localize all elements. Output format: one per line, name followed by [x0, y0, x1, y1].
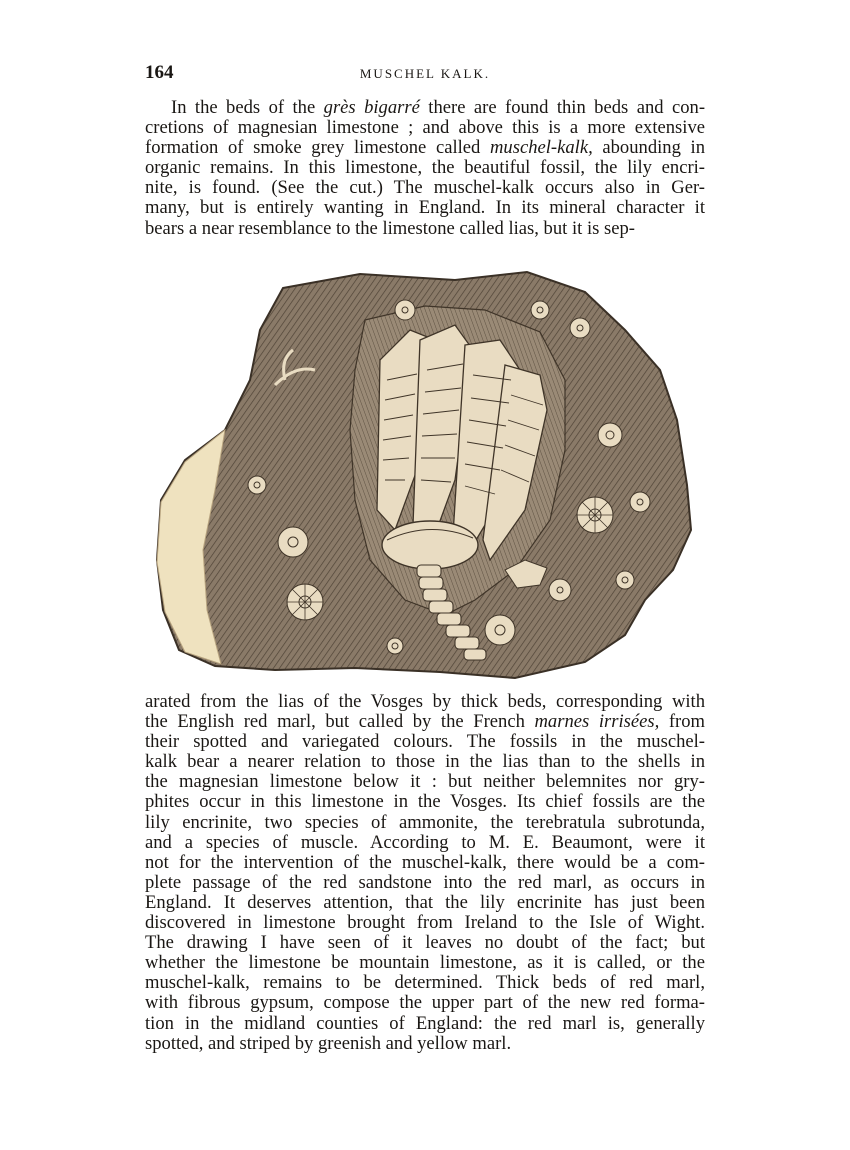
text-segment: discovered in limestone brought from Ireland to the Isle of Wight.	[145, 912, 705, 934]
text-segment: the English red marl, but called by the French	[145, 711, 535, 733]
italic-term: grès bigarré	[323, 97, 420, 118]
text-line	[145, 198, 705, 218]
text-line	[145, 772, 705, 792]
text-line	[145, 913, 705, 933]
text-segment: their spotted and variegated colours. The fossils in the muschel-	[145, 731, 705, 753]
text-line	[145, 953, 705, 973]
text-line	[145, 933, 705, 953]
text-line	[145, 873, 705, 893]
fossil-illustration	[155, 270, 695, 682]
text-line	[145, 732, 705, 752]
text-segment: the magnesian limestone below it : but neither belemnites nor gry-	[145, 771, 705, 793]
text-line	[145, 893, 705, 913]
text-segment: with fibrous gypsum, compose the upper part of the new red forma-	[145, 992, 705, 1014]
text-line	[145, 98, 705, 118]
text-segment: spotted, and striped by greenish and yellow marl.	[145, 1032, 512, 1054]
text-line	[145, 752, 705, 772]
text-segment: plete passage of the red sandstone into the red marl, as occurs in	[145, 871, 705, 893]
text-segment: whether the limestone be mountain limestone, as it is called, or the	[145, 952, 705, 974]
text-line	[145, 1034, 705, 1054]
text-segment: nite, is found. (See the cut.) The muschel-kalk occurs also in Ger-	[145, 177, 705, 199]
text-segment: arated from the lias of the Vosges by thick beds, corresponding with	[145, 691, 705, 712]
text-line	[145, 1014, 705, 1034]
text-line	[145, 692, 705, 712]
text-line	[145, 712, 705, 732]
text-line	[145, 973, 705, 993]
text-segment: many, but is entirely wanting in England. In its mineral character it	[145, 197, 705, 219]
paragraph-top	[145, 98, 705, 239]
text-line	[145, 158, 705, 178]
paragraph-bottom	[145, 692, 705, 1054]
text-segment: and a species of muscle. According to M. E. Beaumont, were it	[145, 831, 705, 853]
text-segment: from	[659, 711, 706, 733]
text-line	[145, 178, 705, 198]
italic-term: muschel-kalk,	[489, 137, 593, 159]
text-segment: there are found thin beds and con-	[419, 97, 706, 118]
text-segment: lily encrinite, two species of ammonite, the terebratula subrotunda,	[145, 811, 705, 833]
text-segment: cretions of magnesian limestone ; and above this is a more extensive	[145, 117, 705, 139]
text-segment: not for the intervention of the muschel-kalk, there would be a com-	[145, 851, 705, 873]
text-line	[145, 118, 705, 138]
encrinite-engraving	[155, 270, 695, 682]
text-line	[145, 993, 705, 1013]
text-line	[145, 138, 705, 158]
text-segment: kalk bear a nearer relation to those in the lias than to the shells in	[145, 751, 705, 773]
text-line	[145, 853, 705, 873]
text-segment: The drawing I have seen of it leaves no doubt of the fact; but	[145, 932, 705, 954]
running-title: MUSCHEL KALK.	[359, 66, 491, 81]
text-line	[145, 813, 705, 833]
text-line	[145, 833, 705, 853]
text-segment: bears a near resemblance to the limestone called lias, but it is sep-	[145, 217, 635, 239]
text-line	[145, 792, 705, 812]
text-segment: organic remains. In this limestone, the beautiful fossil, the lily encri-	[145, 157, 705, 179]
text-segment: In the beds of the	[171, 97, 324, 118]
text-segment: muschel-kalk, remains to be determined. Thick beds of red marl,	[145, 972, 705, 994]
running-head	[145, 62, 705, 86]
text-segment: tion in the midland counties of England: the red marl is, generally	[145, 1012, 705, 1034]
calyx	[382, 521, 478, 569]
text-segment: phites occur in this limestone in the Vosges. Its chief fossils are the	[145, 791, 705, 813]
text-segment: formation of smoke grey limestone called	[145, 137, 490, 159]
page-number: 164	[145, 62, 174, 83]
italic-term: marnes irrisées,	[534, 711, 660, 733]
text-segment: England. It deserves attention, that the lily encrinite has just been	[145, 891, 705, 913]
text-segment: abounding in	[592, 137, 705, 159]
text-line	[145, 219, 705, 239]
